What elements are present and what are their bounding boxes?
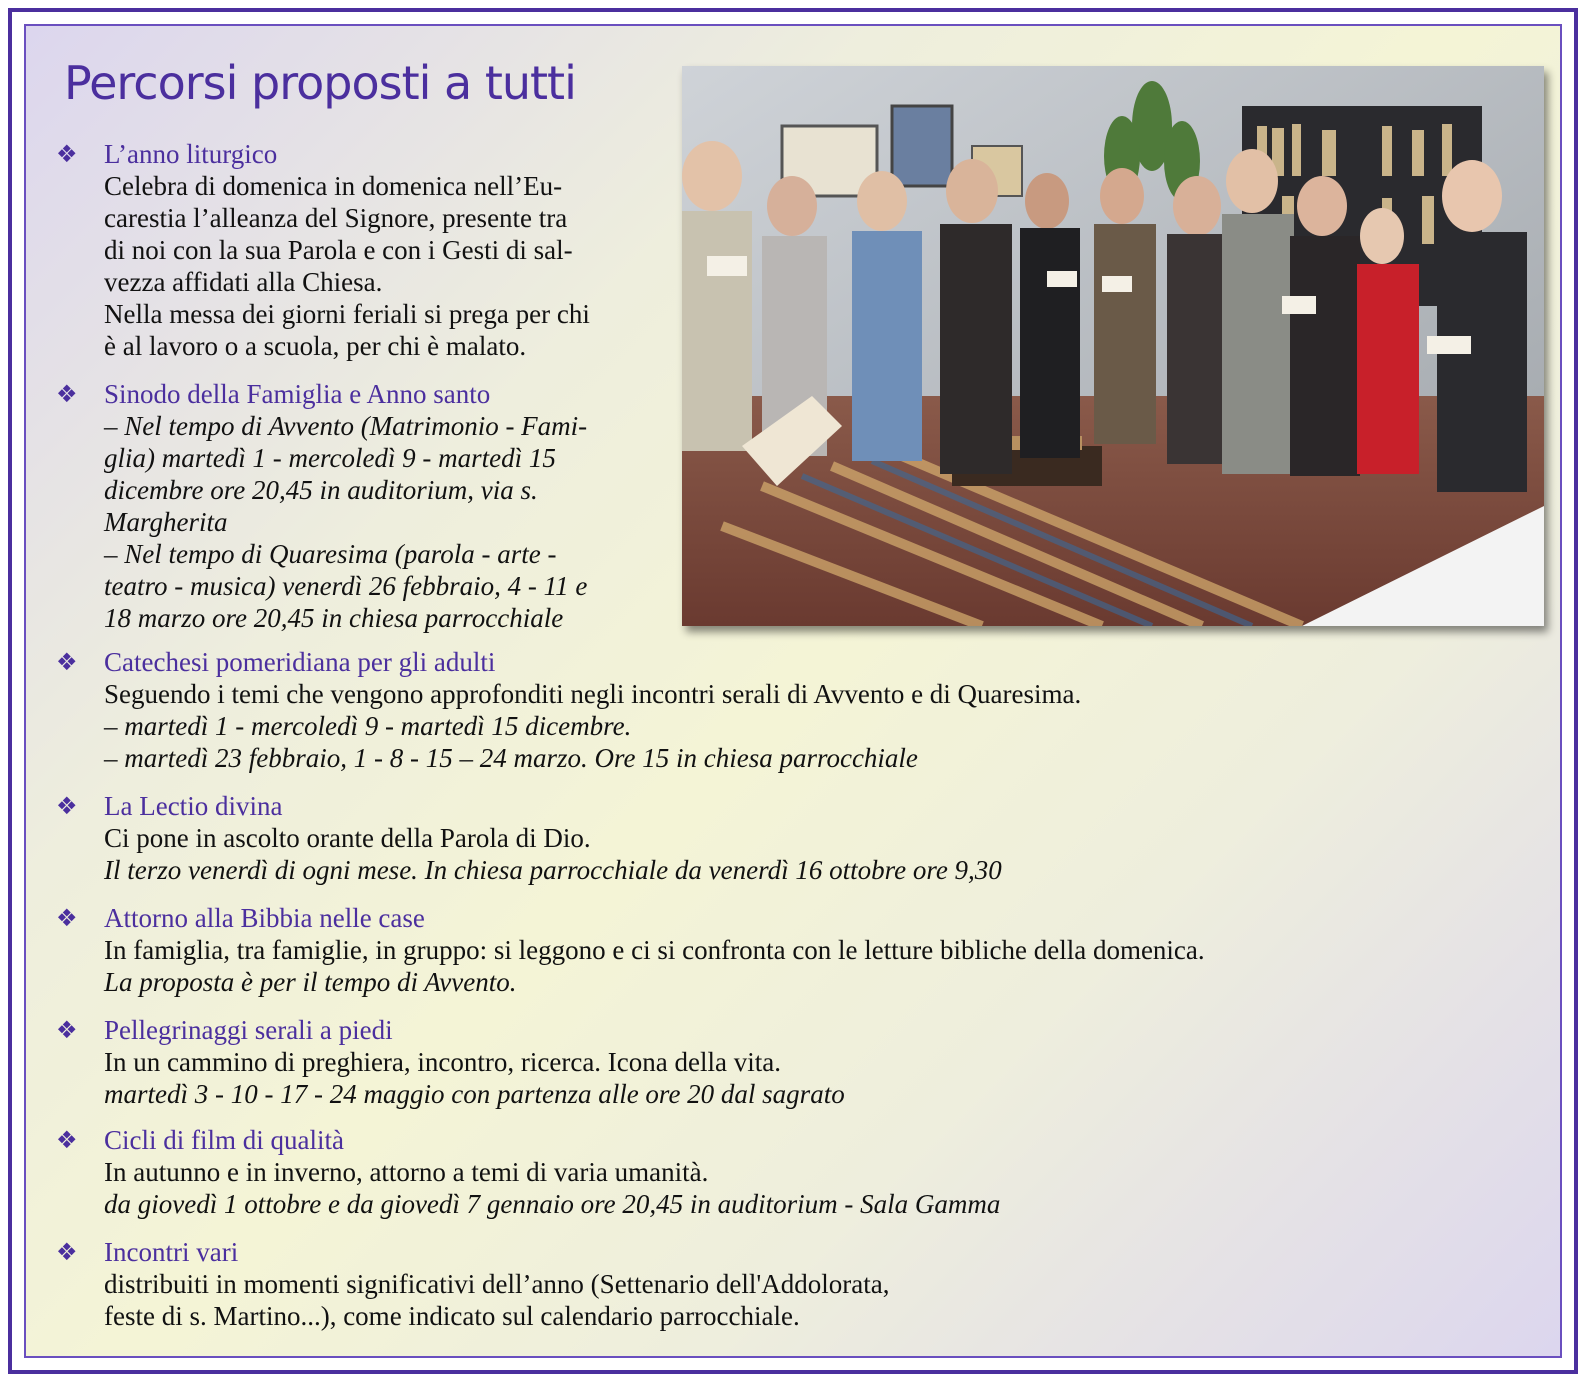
diamond-bullet-icon: ❖ xyxy=(56,380,78,408)
body-line: Celebra di domenica in domenica nell’Eu- xyxy=(104,171,563,201)
section-sinodo xyxy=(56,378,616,634)
heading-text: L’anno liturgico xyxy=(104,139,278,169)
section-catechesi xyxy=(56,646,1546,774)
section-heading xyxy=(56,902,1546,934)
heading-text: Attorno alla Bibbia nelle case xyxy=(104,903,425,933)
heading-text: Cicli di film di qualità xyxy=(104,1125,344,1155)
body-line: distribuiti in momenti significativi dell’anno (Settenario dell'Addolorata, xyxy=(104,1269,890,1299)
section-heading xyxy=(56,1014,1546,1046)
body-line: Il terzo venerdì di ogni mese. In chiesa parrocchiale da venerdì 16 ottobre ore 9,30 xyxy=(104,855,1002,885)
heading-text: Sinodo della Famiglia e Anno santo xyxy=(104,379,491,409)
diamond-bullet-icon: ❖ xyxy=(56,1016,78,1044)
section-lectio-divina xyxy=(56,790,1546,886)
heading-text: Incontri vari xyxy=(104,1237,239,1267)
section-heading xyxy=(56,138,616,170)
body-line: di noi con la sua Parola e con i Gesti di sal- xyxy=(104,235,573,265)
body-line: – martedì 1 - mercoledì 9 - martedì 15 dicembre. xyxy=(104,711,632,741)
diamond-bullet-icon: ❖ xyxy=(56,140,78,168)
section-heading xyxy=(56,1124,1546,1156)
section-cicli-film xyxy=(56,1124,1546,1220)
body-line: La proposta è per il tempo di Avvento. xyxy=(104,967,517,997)
body-line: teatro - musica) venerdì 26 febbraio, 4 - 11 e xyxy=(104,571,588,601)
body-line: 18 marzo ore 20,45 in chiesa parrocchiale xyxy=(104,603,564,633)
section-heading xyxy=(56,378,616,410)
body-line: Seguendo i temi che vengono approfonditi negli incontri serali di Avvento e di Quaresima. xyxy=(104,679,1082,709)
photo-illustration xyxy=(682,66,1544,626)
body-line: In un cammino di preghiera, incontro, ricerca. Icona della vita. xyxy=(104,1047,781,1077)
body-line: è al lavoro o a scuola, per chi è malato. xyxy=(104,331,527,361)
section-pellegrinaggi xyxy=(56,1014,1546,1110)
group-reading-photo xyxy=(682,66,1544,626)
body-line: Margherita xyxy=(104,507,228,537)
body-line: – Nel tempo di Quaresima (parola - arte - xyxy=(104,539,557,569)
diamond-bullet-icon: ❖ xyxy=(56,1126,78,1154)
body-line: Ci pone in ascolto orante della Parola di Dio. xyxy=(104,823,591,853)
body-line: In autunno e in inverno, attorno a temi di varia umanità. xyxy=(104,1157,709,1187)
body-line: martedì 3 - 10 - 17 - 24 maggio con partenza alle ore 20 dal sagrato xyxy=(104,1079,845,1109)
body-line: – martedì 23 febbraio, 1 - 8 - 15 – 24 marzo. Ore 15 in chiesa parrocchiale xyxy=(104,743,918,773)
heading-text: Pellegrinaggi serali a piedi xyxy=(104,1015,393,1045)
body-line: da giovedì 1 ottobre e da giovedì 7 gennaio ore 20,45 in auditorium - Sala Gamma xyxy=(104,1189,1001,1219)
content-panel xyxy=(24,24,1562,1358)
section-anno-liturgico xyxy=(56,138,616,362)
section-heading xyxy=(56,646,1546,678)
diamond-bullet-icon: ❖ xyxy=(56,648,78,676)
heading-text: Catechesi pomeridiana per gli adulti xyxy=(104,647,496,677)
section-heading xyxy=(56,790,1546,822)
body-line: In famiglia, tra famiglie, in gruppo: si leggono e ci si confronta con le letture bibliche della domenica. xyxy=(104,935,1205,965)
section-incontri-vari xyxy=(56,1236,1546,1332)
heading-text: La Lectio divina xyxy=(104,791,283,821)
diamond-bullet-icon: ❖ xyxy=(56,792,78,820)
section-bibbia-nelle-case xyxy=(56,902,1546,998)
section-heading xyxy=(56,1236,1546,1268)
body-line: glia) martedì 1 - mercoledì 9 - martedì 15 xyxy=(104,443,556,473)
body-line: feste di s. Martino...), come indicato sul calendario parrocchiale. xyxy=(104,1301,800,1331)
body-line: dicembre ore 20,45 in auditorium, via s. xyxy=(104,475,538,505)
body-line: vezza affidati alla Chiesa. xyxy=(104,267,383,297)
diamond-bullet-icon: ❖ xyxy=(56,904,78,932)
body-line: Nella messa dei giorni feriali si prega per chi xyxy=(104,299,590,329)
body-line: carestia l’alleanza del Signore, presente tra xyxy=(104,203,568,233)
body-line: – Nel tempo di Avvento (Matrimonio - Fami- xyxy=(104,411,588,441)
diamond-bullet-icon: ❖ xyxy=(56,1238,78,1266)
page-title: Percorsi proposti a tutti xyxy=(64,56,576,110)
page-frame xyxy=(8,8,1578,1374)
